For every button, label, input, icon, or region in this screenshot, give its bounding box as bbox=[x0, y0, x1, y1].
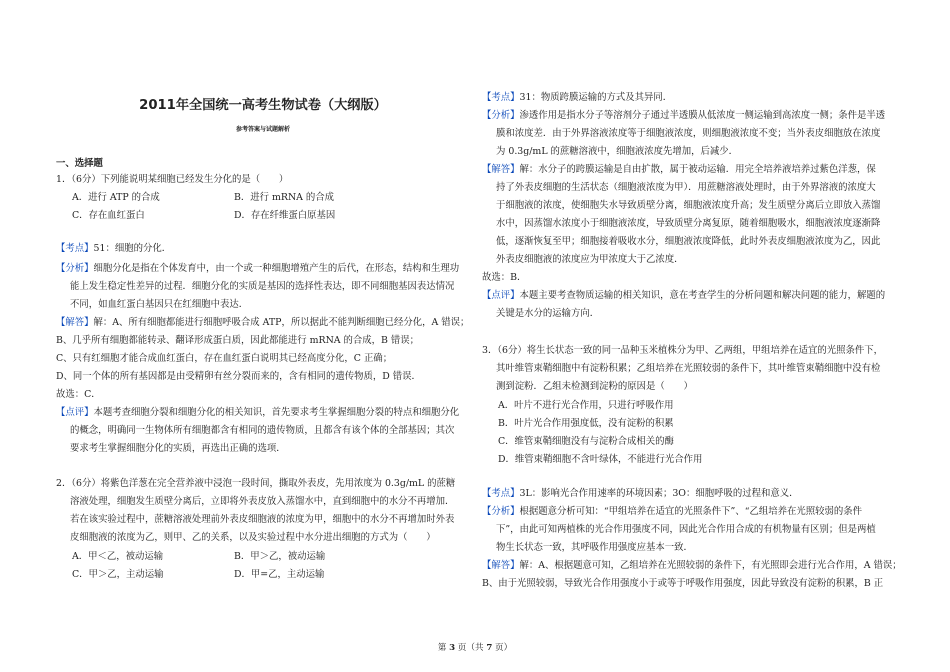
q2-answer-line-3: 于细胞液的浓度，使细胞失水导致质壁分离，细胞液浓度升高；发生质壁分离后立即放入蒸馏 bbox=[496, 200, 881, 211]
q2-point bbox=[482, 91, 672, 104]
q2-option-c: C．甲＞乙，主动运输 bbox=[72, 569, 164, 580]
q1-option-a: A．进行 ATP 的合成 bbox=[72, 192, 160, 203]
q1-stem: 1．（6分）下列能说明某细胞已经发生分化的是（ ） bbox=[56, 174, 289, 185]
q1-analysis-line-2: 能上发生稳定性差异的过程．细胞分化的实质是基因的选择性表达，即不同细胞基因表达情况 bbox=[70, 281, 455, 292]
q3-stem-line-2: 其叶维管束鞘细胞中有淀粉积累；乙组培养在光照较弱的条件下，其叶维管束鞘细胞中没有检 bbox=[496, 363, 881, 374]
q1-answer-line-2: B、几乎所有细胞都能转录、翻译形成蛋白质，因此都能进行 mRNA 的合成，B 错误； bbox=[56, 335, 420, 346]
footer-prefix: 第 bbox=[437, 643, 447, 653]
q2-stem-line-1: 2．（6分）将紫色洋葱在完全营养液中浸泡一段时间，撕取外表皮，先用浓度为 0.3g/mL 的蔗糖 bbox=[56, 478, 456, 489]
q2-comment-line-2: 关键是水分的运输方向． bbox=[496, 308, 600, 319]
q1-comment-line-1 bbox=[56, 406, 459, 419]
q2-stem-line-4: 皮细胞液的浓度为乙，则甲、乙的关系，以及实验过程中水分进出细胞的方式为（ ） bbox=[70, 532, 436, 543]
q1-analysis-line-3: 不同，如血红蛋白基因只在红细胞中表达． bbox=[70, 299, 249, 310]
q2-answer-text: 解：水分子的跨膜运输是自由扩散，属于被动运输．用完全培养液培养过紫色洋葱，保 bbox=[519, 164, 876, 175]
q1-point bbox=[56, 242, 171, 255]
q3-answer-line-2: B、由于光照较弱，导致光合作用强度小于或等于呼吸作用强度，因此导致没有淀粉的积累，B 正 bbox=[482, 578, 884, 589]
q1-answer-text: 解：A、所有细胞都能进行细胞呼吸合成 ATP，所以据此不能判断细胞已经分化，A 错误； bbox=[93, 317, 470, 328]
q1-answer-line-4: D、同一个体的所有基因都是由受精卵有丝分裂而来的，含有相同的遗传物质，D 错误． bbox=[56, 371, 421, 382]
q2-stem-line-3: 若在该实验过程中，蔗糖溶液处理前外表皮细胞液的浓度为甲，细胞中的水分不再增加时外表 bbox=[70, 514, 455, 525]
footer-suffix: 页） bbox=[495, 643, 513, 653]
q1-comment-line-3: 要求考生掌握细胞分化的实质，再选出正确的选项． bbox=[70, 443, 286, 454]
q1-option-c: C．存在血红蛋白 bbox=[72, 210, 145, 221]
q3-answer-tag: 【解答】 bbox=[482, 560, 520, 571]
q2-point-text: 31：物质跨膜运输的方式及其异同． bbox=[519, 92, 673, 103]
footer-page-number: 3 bbox=[449, 643, 456, 653]
q1-comment-text: 本题考查细胞分裂和细胞分化的相关知识，首先要求考生掌握细胞分裂的特点和细胞分化 bbox=[93, 407, 460, 418]
q1-option-b: B．进行 mRNA 的合成 bbox=[234, 192, 335, 203]
q2-stem-line-2: 溶液处理，细胞发生质壁分离后，立即将外表皮放入蒸馏水中，直到细胞中的水分不再增加． bbox=[70, 496, 455, 507]
q2-answer-line-6: 外表皮细胞液的浓度应为甲浓度大于乙浓度． bbox=[496, 254, 684, 265]
q3-point-tag: 【考点】 bbox=[482, 488, 520, 499]
q3-answer-line-1 bbox=[482, 559, 902, 572]
page-footer bbox=[0, 641, 950, 653]
q2-analysis-line-2: 膜和浓度差．由于外界溶液浓度等于细胞液浓度，则细胞液浓度不变；当外表皮细胞放在浓度 bbox=[496, 128, 881, 139]
q2-point-tag: 【考点】 bbox=[482, 92, 520, 103]
q1-answer-choice: 故选：C． bbox=[56, 389, 101, 400]
q2-answer-line-1 bbox=[482, 163, 876, 176]
q2-answer-line-5: 低，逐渐恢复至甲；细胞接着吸收水分，细胞液浓度降低，此时外表皮细胞液浓度为乙，因此 bbox=[496, 236, 881, 247]
q1-answer-line-3: C、只有红细胞才能合成血红蛋白，存在血红蛋白说明其已经高度分化，C 正确； bbox=[56, 353, 393, 364]
q2-comment-text: 本题主要考查物质运输的相关知识，意在考查学生的分析问题和解决问题的能力，解题的 bbox=[519, 290, 886, 301]
q3-stem-line-1: 3．（6分）将生长状态一致的同一品种玉米植株分为甲、乙两组，甲组培养在适宜的光照条件下， bbox=[482, 345, 883, 356]
q3-analysis-line-2: 下”，由此可知两植株的光合作用强度不同，因此光合作用合成的有机物量有区别；但是两植 bbox=[496, 524, 876, 535]
q3-analysis-text: 根据题意分析可知：“甲组培养在适宜的光照条件下”、“乙组培养在光照较弱的条件 bbox=[519, 506, 863, 517]
q1-point-text: 51：细胞的分化． bbox=[93, 243, 172, 254]
q3-analysis-line-1 bbox=[482, 505, 862, 518]
q2-analysis-tag: 【分析】 bbox=[482, 110, 520, 121]
q1-option-d: D．存在纤维蛋白原基因 bbox=[234, 210, 336, 221]
q3-analysis-line-3: 物生长状态一致，其呼吸作用强度应基本一致． bbox=[496, 542, 693, 553]
footer-total-pages: 7 bbox=[486, 643, 493, 653]
section-heading: 一、选择题 bbox=[56, 158, 103, 169]
q3-stem-line-3: 测到淀粉．乙组未检测到淀粉的原因是（ ） bbox=[496, 381, 693, 392]
q3-option-b: B．叶片光合作用强度低，没有淀粉的积累 bbox=[498, 418, 674, 429]
q1-analysis-tag: 【分析】 bbox=[56, 263, 94, 274]
q3-option-d: D．维管束鞘细胞不含叶绿体，不能进行光合作用 bbox=[498, 454, 703, 465]
q2-answer-choice: 故选：B． bbox=[482, 272, 527, 283]
q1-analysis-text: 细胞分化是指在个体发育中，由一个或一种细胞增殖产生的后代，在形态，结构和生理功 bbox=[93, 263, 460, 274]
document-subtitle: 参考答案与试题解析 bbox=[235, 126, 290, 133]
q1-answer-tag: 【解答】 bbox=[56, 317, 94, 328]
q3-answer-text: 解：A、根据题意可知，乙组培养在光照较弱的条件下，有光照即会进行光合作用，A 错误； bbox=[519, 560, 902, 571]
q2-comment-tag: 【点评】 bbox=[482, 290, 520, 301]
q1-comment-tag: 【点评】 bbox=[56, 407, 94, 418]
q3-option-a: A．叶片不进行光合作用，只进行呼吸作用 bbox=[498, 400, 674, 411]
q3-analysis-tag: 【分析】 bbox=[482, 506, 520, 517]
q2-option-a: A．甲＜乙，被动运输 bbox=[72, 551, 164, 562]
q2-analysis-text: 渗透作用是指水分子等溶剂分子通过半透膜从低浓度一侧运输到高浓度一侧；条件是半透 bbox=[519, 110, 886, 121]
q1-comment-line-2: 的概念，明确同一生物体所有细胞都含有相同的遗传物质，且都含有该个体的全部基因；其次 bbox=[70, 425, 455, 436]
q1-answer-line-1 bbox=[56, 316, 469, 329]
document-title: 2011年全国统一高考生物试卷（大纲版） bbox=[139, 98, 387, 113]
q2-analysis-line-3: 为 0.3g/mL 的蔗糖溶液中，细胞液浓度先增加，后减少． bbox=[496, 146, 739, 157]
q2-option-d: D．甲=乙，主动运输 bbox=[234, 569, 325, 580]
q3-point-text: 3L：影响光合作用速率的环境因素；3O：细胞呼吸的过程和意义． bbox=[519, 488, 799, 499]
q1-analysis-line-1 bbox=[56, 262, 459, 275]
q3-point bbox=[482, 487, 798, 500]
q2-option-b: B．甲＞乙，被动运输 bbox=[234, 551, 326, 562]
q1-point-tag: 【考点】 bbox=[56, 243, 94, 254]
q2-analysis-line-1 bbox=[482, 109, 885, 122]
q2-answer-tag: 【解答】 bbox=[482, 164, 520, 175]
footer-mid: 页（共 bbox=[457, 643, 484, 653]
q2-comment-line-1 bbox=[482, 289, 885, 302]
q2-answer-line-4: 水中，因蒸馏水浓度小于细胞液浓度，导致质壁分离复原，随着细胞吸水，细胞液浓度逐渐降 bbox=[496, 218, 881, 229]
q3-option-c: C．维管束鞘细胞没有与淀粉合成相关的酶 bbox=[498, 436, 674, 447]
q2-answer-line-2: 持了外表皮细胞的生活状态（细胞液浓度为甲）．用蔗糖溶液处理时，由于外界溶液的浓度大 bbox=[496, 182, 876, 193]
